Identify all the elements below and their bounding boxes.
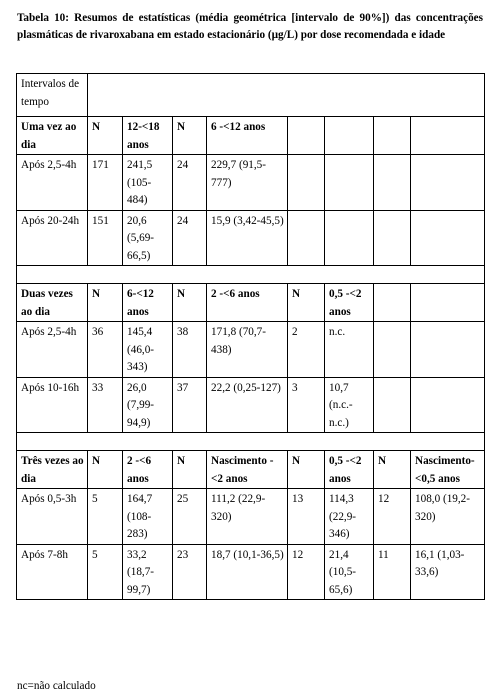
table-row: [17, 322, 485, 378]
section-header-cell: N: [288, 284, 325, 322]
table-cell: 24: [173, 155, 207, 211]
table-cell: Após 0,5-3h: [17, 489, 88, 545]
section-header-cell: Uma vez ao dia: [17, 117, 88, 155]
table-cell: 33: [88, 377, 123, 433]
table-cell: 11: [374, 544, 411, 600]
section-header-cell: N: [173, 284, 207, 322]
table-cell: [374, 210, 411, 266]
table-cell: n.c.: [325, 322, 374, 378]
section-header-cell: 12-<18 anos: [123, 117, 173, 155]
table-row: [17, 210, 485, 266]
table-cell: 171,8 (70,7-438): [207, 322, 288, 378]
table-cell: [411, 155, 485, 211]
table-cell: Após 2,5-4h: [17, 322, 88, 378]
table-cell: 3: [288, 377, 325, 433]
table-cell: 108,0 (19,2-320): [411, 489, 485, 545]
table-cell: 24: [173, 210, 207, 266]
section-header-cell: 0,5 -<2 anos: [325, 284, 374, 322]
table-cell: 22,2 (0,25-127): [207, 377, 288, 433]
table-cell: 114,3 (22,9-346): [325, 489, 374, 545]
table-cell: [288, 155, 325, 211]
section-header-cell: N: [288, 451, 325, 489]
section-header-cell: 2 -<6 anos: [123, 451, 173, 489]
section-header-cell: [374, 117, 411, 155]
table-cell: 5: [88, 544, 123, 600]
table-cell: 229,7 (91,5-777): [207, 155, 288, 211]
table-cell: 20,6 (5,69-66,5): [123, 210, 173, 266]
section-header-cell: N: [88, 451, 123, 489]
table-cell: 21,4 (10,5-65,6): [325, 544, 374, 600]
table-cell: Após 7-8h: [17, 544, 88, 600]
section-spacer: [17, 433, 485, 451]
table-cell: [411, 210, 485, 266]
table-cell: 164,7 (108-283): [123, 489, 173, 545]
table-cell: 36: [88, 322, 123, 378]
section-header-cell: N: [173, 117, 207, 155]
table-cell: [325, 155, 374, 211]
table-cell: 26,0 (7,99-94,9): [123, 377, 173, 433]
table-header-row: [17, 74, 485, 117]
time-intervals-header: Intervalos de tempo: [17, 74, 88, 117]
table-cell: 2: [288, 322, 325, 378]
table-cell: 38: [173, 322, 207, 378]
section-header-cell: 2 -<6 anos: [207, 284, 288, 322]
section-header-cell: [374, 284, 411, 322]
section-header-row: [17, 451, 485, 489]
table-cell: [288, 210, 325, 266]
section-header-row: [17, 117, 485, 155]
table-row: [17, 377, 485, 433]
table-cell: [411, 322, 485, 378]
section-header-cell: 6-<12 anos: [123, 284, 173, 322]
section-header-cell: 6 -<12 anos: [207, 117, 288, 155]
section-header-cell: [288, 117, 325, 155]
section-header-cell: Nascimento -<2 anos: [207, 451, 288, 489]
table-cell: 25: [173, 489, 207, 545]
table-cell: 15,9 (3,42-45,5): [207, 210, 288, 266]
section-header-cell: Duas vezes ao dia: [17, 284, 88, 322]
header-empty-cell: [88, 74, 485, 117]
statistics-table: [16, 73, 485, 600]
table-cell: 16,1 (1,03-33,6): [411, 544, 485, 600]
table-cell: 12: [288, 544, 325, 600]
spacer-cell: [17, 433, 485, 451]
section-header-cell: Nascimento-<0,5 anos: [411, 451, 485, 489]
table-cell: 12: [374, 489, 411, 545]
spacer-cell: [17, 266, 485, 284]
section-header-cell: 0,5 -<2 anos: [325, 451, 374, 489]
table-cell: 5: [88, 489, 123, 545]
table-cell: 18,7 (10,1-36,5): [207, 544, 288, 600]
table-cell: [374, 322, 411, 378]
table-row: [17, 155, 485, 211]
table-cell: 23: [173, 544, 207, 600]
table-cell: 151: [88, 210, 123, 266]
section-header-cell: N: [173, 451, 207, 489]
table-cell: 33,2 (18,7-99,7): [123, 544, 173, 600]
section-header-cell: [325, 117, 374, 155]
table-cell: 37: [173, 377, 207, 433]
table-cell: 145,4 (46,0-343): [123, 322, 173, 378]
table-cell: Após 2,5-4h: [17, 155, 88, 211]
footnote: nc=não calculado: [17, 680, 96, 692]
section-header-cell: N: [374, 451, 411, 489]
table-cell: [374, 377, 411, 433]
table-row: [17, 544, 485, 600]
section-spacer: [17, 266, 485, 284]
table-cell: 171: [88, 155, 123, 211]
section-header-cell: [411, 117, 485, 155]
table-cell: Após 20-24h: [17, 210, 88, 266]
table-cell: 13: [288, 489, 325, 545]
section-header-row: [17, 284, 485, 322]
section-header-cell: N: [88, 117, 123, 155]
table-cell: [325, 210, 374, 266]
table-cell: 10,7 (n.c.-n.c.): [325, 377, 374, 433]
table-cell: Após 10-16h: [17, 377, 88, 433]
table-cell: 241,5 (105-484): [123, 155, 173, 211]
table-cell: [411, 377, 485, 433]
section-header-cell: Três vezes ao dia: [17, 451, 88, 489]
table-cell: 111,2 (22,9-320): [207, 489, 288, 545]
section-header-cell: N: [88, 284, 123, 322]
table-row: [17, 489, 485, 545]
table-cell: [374, 155, 411, 211]
section-header-cell: [411, 284, 485, 322]
table-caption: Tabela 10: Resumos de estatísticas (média geométrica [intervalo de 90%]) das concentrações plasmáticas de rivaroxabana em estado estacionário (µg/L) por dose recomendada e idade: [17, 12, 483, 41]
